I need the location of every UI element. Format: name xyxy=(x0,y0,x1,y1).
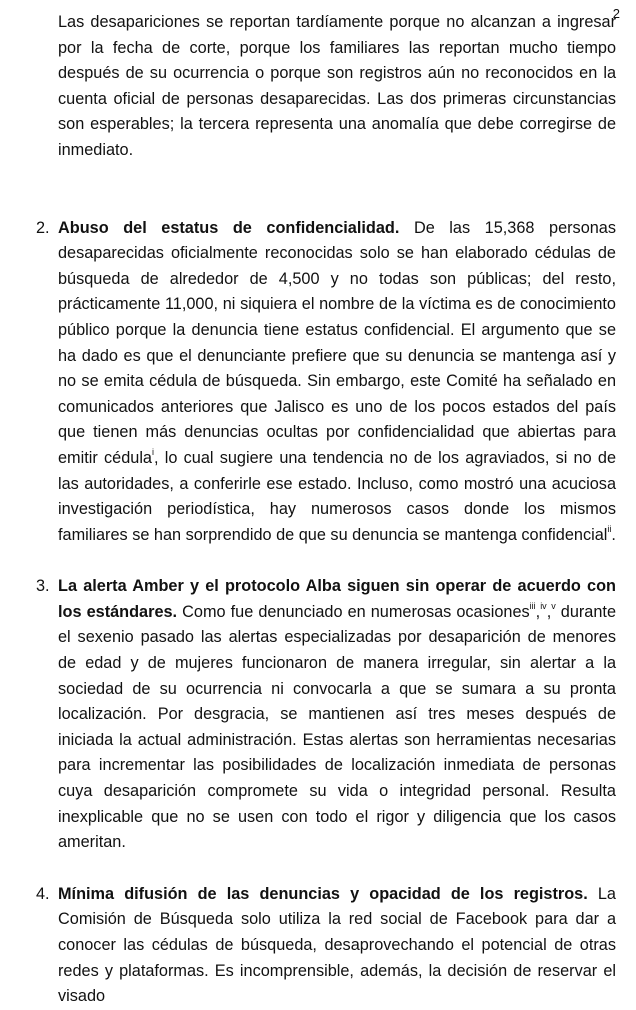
list-number: 3. xyxy=(36,577,50,596)
paragraph-text: Como fue denunciado en numerosas ocasiones xyxy=(177,602,530,621)
separator: , xyxy=(535,602,541,621)
paragraph-text: La Comisión de Búsqueda solo utiliza la red social de Facebook para dar a conocer las cédulas de búsqueda, desaprovechando el potencial de otras redes y plataformas. Es incomprensible, además, la decisión de reservar el visado xyxy=(58,884,616,1006)
list-item-3 xyxy=(36,574,616,856)
list-item-4 xyxy=(36,882,616,1010)
intro-paragraph: Las desapariciones se reportan tardíamente porque no alcanzan a ingresar por la fecha de corte, porque los familiares las reportan mucho tiempo después de su ocurrencia o porque son registros aún no reconocidos en la cuenta oficial de personas desaparecidas. Las dos primeras circunstancias son esperables; la tercera representa una anomalía que debe corregirse de inmediato. xyxy=(58,13,616,159)
paragraph-text: , lo cual sugiere una tendencia no de los agraviados, si no de las autoridades, a conferirle ese estado. Incluso, como mostró una acuciosa investigación periodística, hay numerosos casos donde los mismos familiares se han sorprendido de que su denuncia se mantenga confidencial xyxy=(58,448,616,544)
list-item-2 xyxy=(36,216,616,549)
paragraph-text: De las 15,368 personas desaparecidas oficialmente reconocidas solo se han elaborado cédulas de búsqueda de alrededor de 4,500 y no todas son públicas; del resto, prácticamente 11,000, ni siquiera el nombre de la víctima es de conocimiento público porque la denuncia tiene estatus confidencial. El argumento que se ha dado es que el denunciante prefiere que su denuncia se mantenga así y no se emita cédula de búsqueda. Sin embargo, este Comité ha señalado en comunicados anteriores que Jalisco es uno de los pocos estados del país que tienen más denuncias ocultas por confidencialidad que abiertas para emitir cédula xyxy=(58,218,617,467)
footnote-ref[interactable]: iv xyxy=(540,601,547,612)
list-number: 2. xyxy=(36,218,50,237)
list-item-paragraph xyxy=(58,574,616,856)
footnote-ref[interactable]: v xyxy=(551,601,556,612)
footnote-ref[interactable]: i xyxy=(152,447,154,458)
list-item-heading: Abuso del estatus de confidencialidad. xyxy=(58,218,400,237)
footnote-ref[interactable]: iii xyxy=(529,601,536,612)
list-item-heading: Mínima difusión de las denuncias y opacidad de los registros. xyxy=(58,884,588,903)
paragraph-text: durante el sexenio pasado las alertas especializadas por desaparición de menores de edad y de mujeres funcionaron de manera irregular, sin alertar a la sociedad de su ocurrencia ni convocarla a que se sumara a su pronta localización. Por desgracia, se mantienen así tres meses después de iniciada la actual administración. Estas alertas son herramientas necesarias para incrementar las posibilidades de localización inmediata de personas cuya desaparición compromete su vida o integridad personal. Resulta inexplicable que no se usen con todo el rigor y diligencia que los casos ameritan. xyxy=(58,602,616,852)
list-item-heading: La alerta Amber y el protocolo Alba siguen sin operar de acuerdo con los estándares. xyxy=(58,577,616,621)
separator: , xyxy=(546,602,552,621)
list-item-paragraph xyxy=(58,882,616,1010)
list-item-paragraph xyxy=(58,216,616,549)
document-body xyxy=(36,10,616,1010)
page-number: 2 xyxy=(612,6,620,21)
paragraph-text: . xyxy=(611,525,616,544)
footnote-ref[interactable]: ii xyxy=(607,524,612,535)
list-number: 4. xyxy=(36,884,50,903)
